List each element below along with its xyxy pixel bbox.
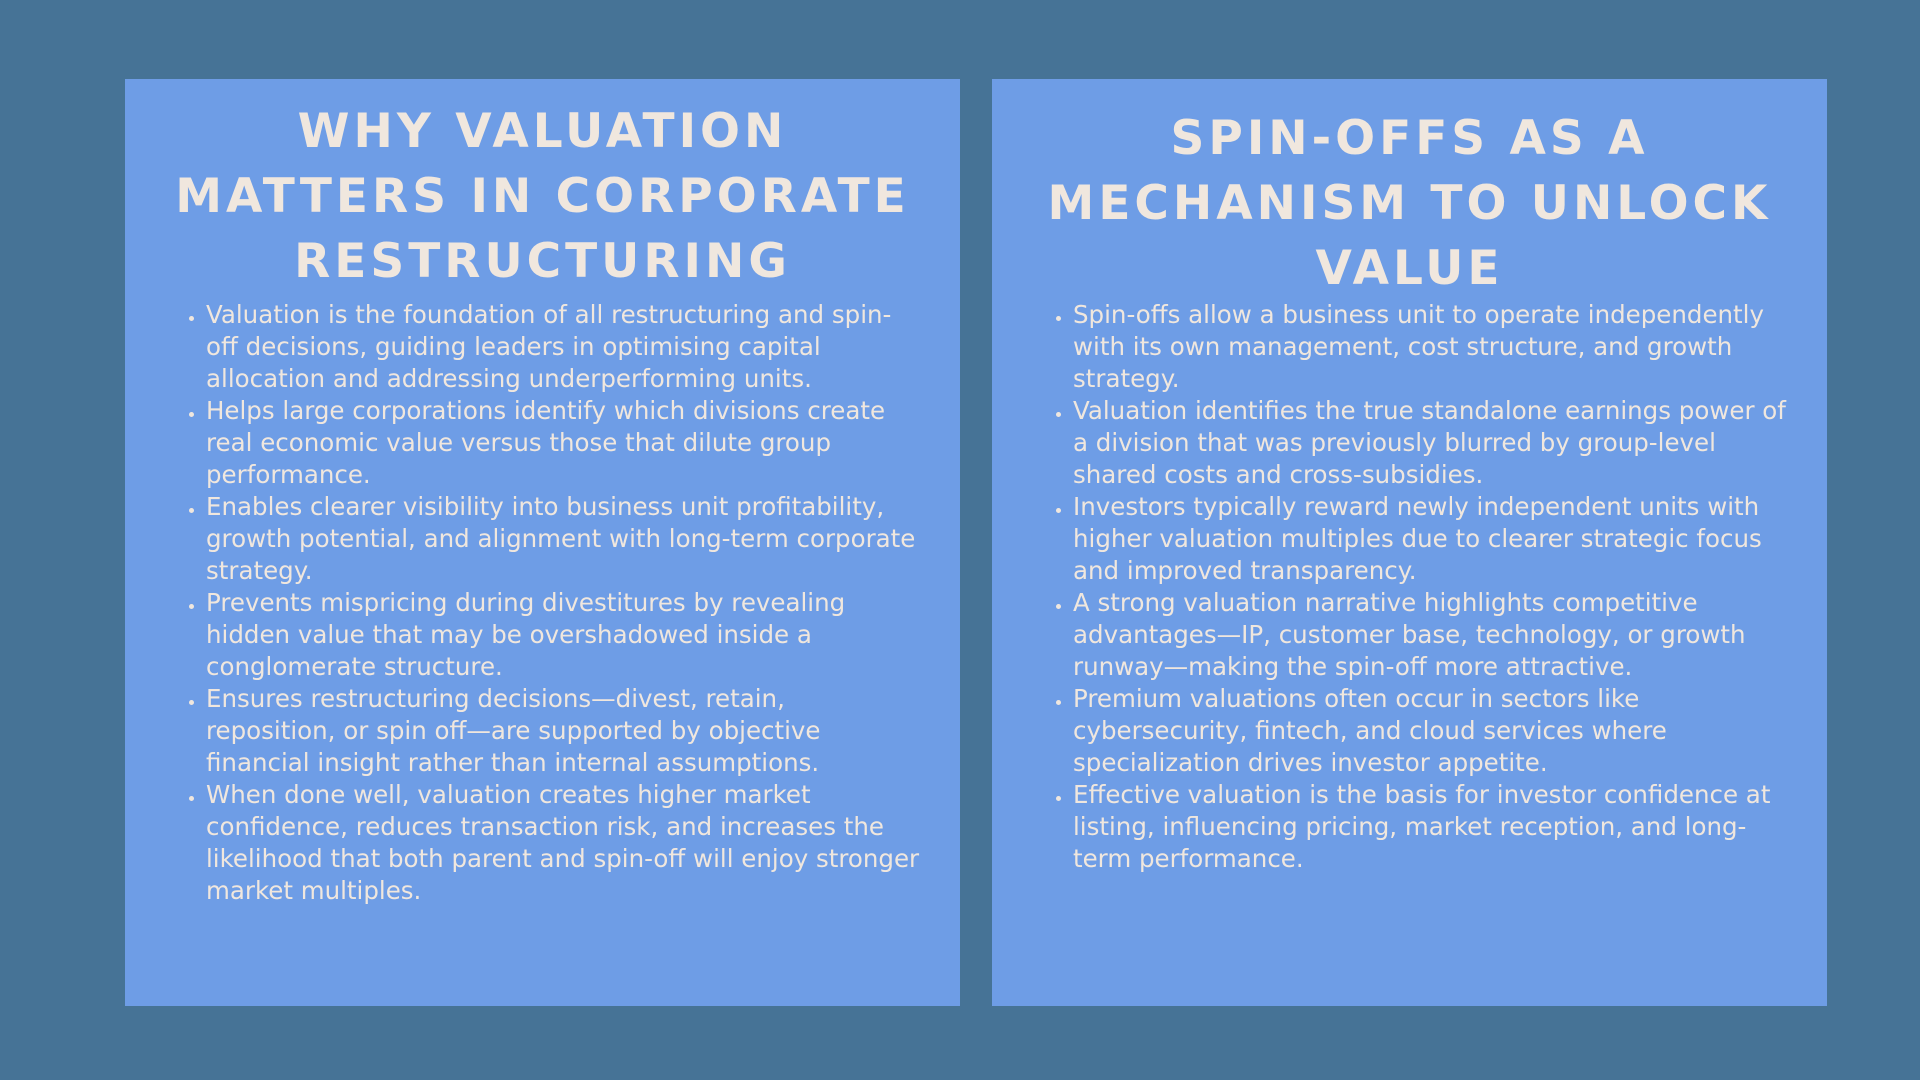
list-item: • Ensures restructuring decisions—divest, retain, reposition, or spin off—are supported by objective financial insight rather than internal assumptions. bbox=[206, 683, 920, 779]
right-panel bbox=[992, 79, 1827, 1006]
list-item: • Enables clearer visibility into business unit profitability, growth potential, and alignment with long-term corporate strategy. bbox=[206, 491, 920, 587]
left-panel bbox=[125, 79, 960, 1006]
list-item: • Prevents mispricing during divestitures by revealing hidden value that may be overshadowed inside a conglomerate structure. bbox=[206, 587, 920, 683]
list-item: • Spin-offs allow a business unit to operate independently with its own management, cost structure, and growth strategy. bbox=[1073, 299, 1787, 395]
list-item: • Helps large corporations identify which divisions create real economic value versus those that dilute group performance. bbox=[206, 395, 920, 491]
list-item: • A strong valuation narrative highlights competitive advantages—IP, customer base, technology, or growth runway—making the spin-off more attractive. bbox=[1073, 587, 1787, 683]
list-item: • Investors typically reward newly independent units with higher valuation multiples due to clearer strategic focus and improved transparency. bbox=[1073, 491, 1787, 587]
right-bullet-list bbox=[1048, 299, 1787, 875]
left-panel-title: WHY VALUATION MATTERS IN CORPORATE RESTRUCTURING bbox=[175, 104, 910, 289]
list-item: • Valuation identifies the true standalone earnings power of a division that was previously blurred by group-level shared costs and cross-subsidies. bbox=[1073, 395, 1787, 491]
list-item: • Effective valuation is the basis for investor confidence at listing, influencing pricing, market reception, and long-term performance. bbox=[1073, 779, 1787, 875]
left-bullet-list bbox=[181, 299, 920, 907]
list-item: • Premium valuations often occur in sectors like cybersecurity, fintech, and cloud services where specialization drives investor appetite. bbox=[1073, 683, 1787, 779]
right-panel-title: SPIN-OFFS AS A MECHANISM TO UNLOCK VALUE bbox=[1047, 111, 1772, 296]
list-item: • When done well, valuation creates higher market confidence, reduces transaction risk, and increases the likelihood that both parent and spin-off will enjoy stronger market multiples. bbox=[206, 779, 920, 907]
list-item: • Valuation is the foundation of all restructuring and spin-off decisions, guiding leaders in optimising capital allocation and addressing underperforming units. bbox=[206, 299, 920, 395]
